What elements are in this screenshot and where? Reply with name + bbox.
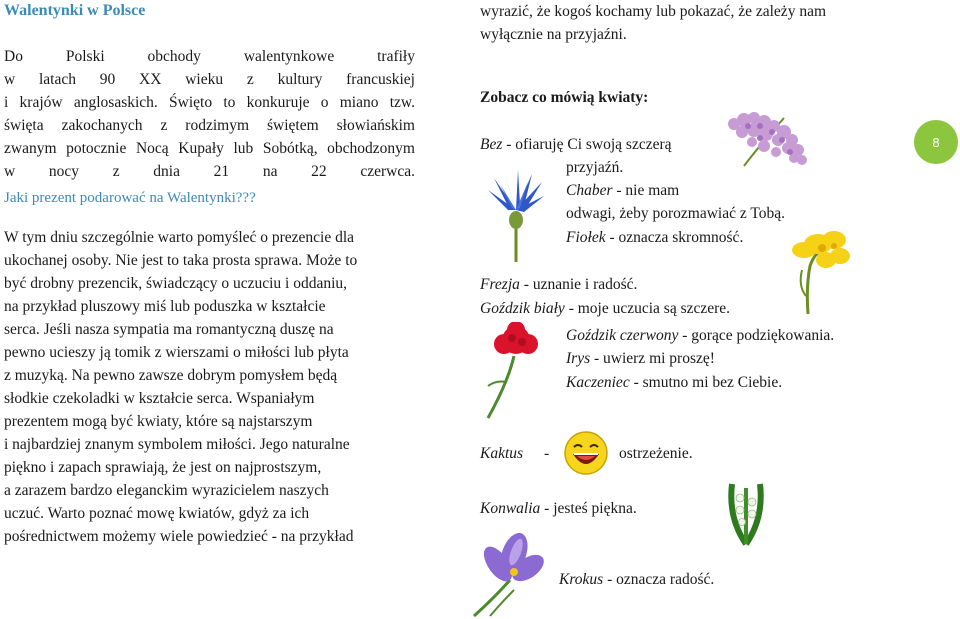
freesia-icon [778,226,858,316]
flower-meaning: - uwierz mi proszę! [590,350,715,367]
flower-meaning: - smutno mi bez Ciebie. [629,374,783,391]
flower-meaning: - ofiaruję Ci swoją szczerą [502,136,672,153]
para-line: piękno i zapach sprawiają, że jest on najprostszym, [4,459,322,476]
flower-meaning: - oznacza radość. [603,571,715,588]
flower-entry-irys [566,347,715,370]
flower-name: Irys [566,350,591,367]
para-line: pośrednictwem możemy wiele powiedzieć - na przykład [4,528,354,545]
lilac-icon [724,106,814,176]
cornflower-icon [486,170,546,265]
page-title: Walentynki w Polsce [4,2,146,19]
flower-entry-krokus [559,568,714,591]
flowers-heading: Zobacz co mówią kwiaty: [480,89,649,106]
flower-entry-kaktus-name: Kaktus [480,445,524,462]
para-line: prezentem mogą być kwiaty, które są najstarszym [4,413,313,430]
gift-paragraph [4,226,415,548]
intro-line: i krajów anglosaskich. Święto to konkuruje o miano tzw. [4,94,415,111]
flower-name: Goździk czerwony [566,327,679,344]
para-line: słodkie czekoladki w kształcie serca. Wspaniałym [4,390,315,407]
flower-name: Frezja [480,276,520,293]
flower-entry-kaczeniec [566,371,782,394]
flower-meaning: - uznanie i radość. [519,276,638,293]
lily-of-the-valley-icon [718,478,774,546]
flower-name: Kaczeniec [566,374,630,391]
flower-entry-fiolek [566,226,743,249]
continuation-text [480,0,826,46]
flower-name: Chaber [566,182,613,199]
flower-name: Krokus [559,571,604,588]
flower-name: Bez [480,136,503,153]
flower-meaning: - jesteś piękna. [540,500,637,517]
flower-meaning: - gorące podziękowania. [678,327,835,344]
para-line: i najbardziej znanym symbolem miłości. Jego naturalne [4,436,350,453]
flower-entry-gozdzik-bialy [480,297,730,320]
para-line: uczuć. Warto poznać mowę kwiatów, gdyż za ich [4,505,310,522]
intro-line: Do Polski obchody walentynkowe trafiły [4,48,415,65]
flower-entry-bez-cont: przyjaźń. [566,159,624,176]
para-line: na przykład pluszowy miś lub poduszka w kształcie [4,298,326,315]
intro-line: w nocy z dnia 21 na 22 czerwca. [4,163,415,180]
flower-meaning: - nie mam [612,182,680,199]
intro-line: święta zakochanych z rodzimym świętem słowiańskim [4,117,415,134]
para-line: a zarazem bardzo eleganckim wyrazicielem naszych [4,482,329,499]
flower-name: Konwalia [480,500,541,517]
para-line: pewno ucieszy ją tomik z wierszami o miłości lub płyta [4,344,349,361]
flower-entry-chaber [566,179,679,202]
page-number-badge: 8 [914,120,958,164]
para-line: W tym dniu szczególnie warto pomyśleć o prezencie dla [4,229,355,246]
intro-paragraph [4,45,415,183]
continuation-line: wyrazić, że kogoś kochamy lub pokazać, że zależy nam [480,3,827,20]
flower-entry-bez [480,133,672,156]
intro-line: w latach 90 XX wieku z kultury francuskiej [4,71,415,88]
flower-entry-chaber-cont: odwagi, żeby porozmawiać z Tobą. [566,205,785,222]
continuation-line: wyłącznie na przyjaźni. [480,26,627,43]
flower-name: Fiołek [566,229,606,246]
flower-entry-kaktus-dash: - [544,445,550,462]
flower-name: Goździk biały [480,300,565,317]
crocus-icon [454,528,554,618]
flower-meaning: - moje uczucia są szczere. [564,300,731,317]
intro-line: zwanym potocznie Nocą Kupały lub Sobótką, obchodzonym [4,140,415,157]
para-line: z muzyką. Na pewno zawsze dobrym pomysłem będą [4,367,338,384]
flower-meaning: - oznacza skromność. [605,229,744,246]
para-line: serca. Jeśli nasza sympatia ma romantyczną duszę na [4,321,334,338]
laughing-smiley-icon [563,430,609,476]
para-line: ukochanej osoby. Nie jest to taka prosta sprawa. Może to [4,252,358,269]
flower-entry-kaktus-meaning: ostrzeżenie. [619,445,693,462]
flower-entry-frezja [480,273,637,296]
section-subtitle: Jaki prezent podarować na Walentynki??? [4,190,256,206]
carnation-icon [478,322,558,422]
flower-entry-konwalia [480,497,637,520]
flower-entry-gozdzik-czerwony [566,324,834,347]
para-line: być drobny prezencik, świadczący o uczuciu i oddaniu, [4,275,348,292]
